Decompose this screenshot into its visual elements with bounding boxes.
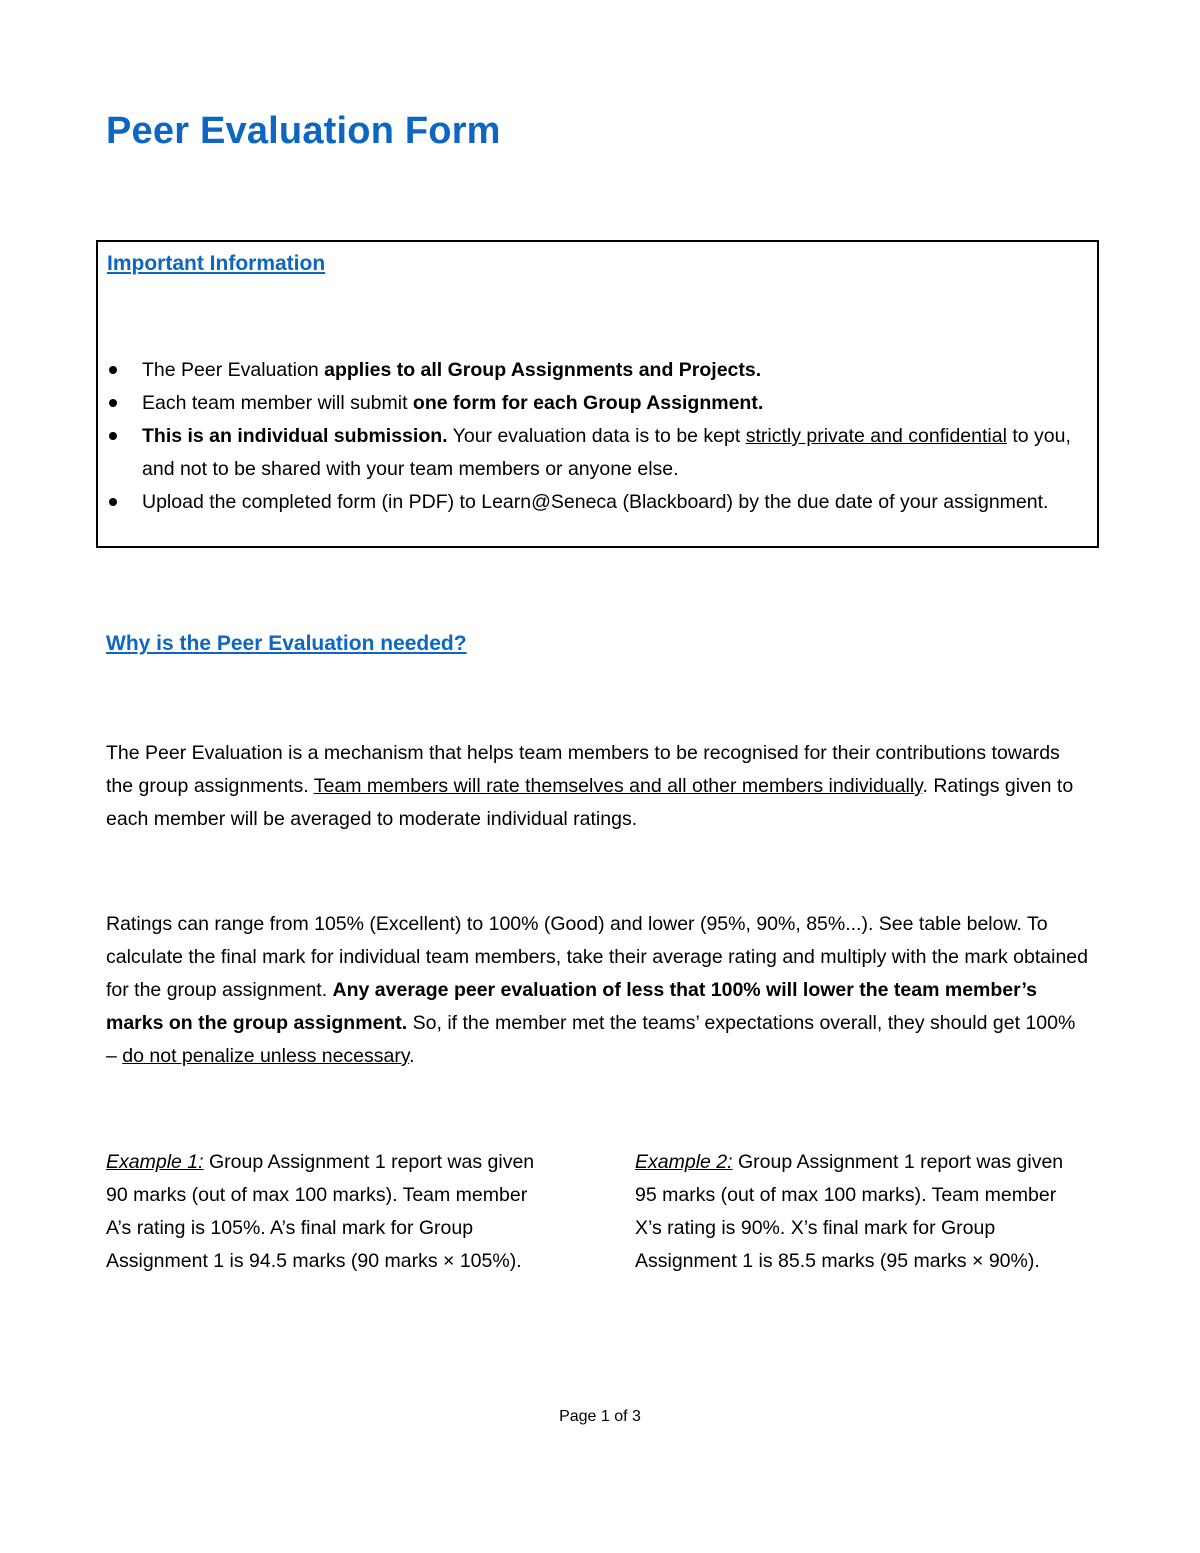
page-footer: Page 1 of 3 <box>559 1408 641 1425</box>
important-information-box <box>96 240 1099 548</box>
example-2 <box>635 1146 1085 1278</box>
bullet-emphasis: one form for each Group Assignment. <box>412 392 764 414</box>
bullet-item <box>107 354 1092 387</box>
example-label: Example 1: <box>106 1151 204 1173</box>
para-bold: Any average peer evaluation of less that 100% will lower the team member’s marks on the group assignment. <box>106 979 1037 1034</box>
bullet-item <box>107 486 1092 519</box>
why-paragraph-2 <box>106 908 1091 1073</box>
important-bullet-list <box>107 354 1092 519</box>
bullet-text: The Peer Evaluation <box>142 359 325 381</box>
bullet-text: Each team member will submit <box>142 392 413 414</box>
para-underline: do not penalize unless necessary <box>122 1045 410 1067</box>
bullet-text: Upload the completed form (in PDF) to Learn@Seneca (Blackboard) by the due date of your assignment. <box>142 491 1049 513</box>
para-text-end: . Ratings given to each member will be averaged to moderate individual ratings. <box>106 775 1074 830</box>
bullet-item <box>107 387 1092 420</box>
bullet-text-end: to you, and not to be shared with your team members or anyone else. <box>142 425 1071 480</box>
para-text: Ratings can range from 105% (Excellent) to 100% (Good) and lower (95%, 90%, 85%...). See table below. To calculate the final mark for individual team members, take their average rating and multiply with the mark obtained for the group assignment. <box>106 913 1088 1001</box>
bullet-dot-icon <box>109 498 117 506</box>
bullet-emphasis: applies to all Group Assignments and Projects. <box>324 359 762 381</box>
why-heading: Why is the Peer Evaluation needed? <box>106 632 467 655</box>
bullet-dot-icon <box>109 399 117 407</box>
example-label: Example 2: <box>635 1151 733 1173</box>
bullet-dot-icon <box>109 366 117 374</box>
bullet-underline: strictly private and confidential <box>745 425 1007 447</box>
bullet-item <box>107 420 1092 486</box>
example-1 <box>106 1146 556 1278</box>
para-text-mid: So, if the member met the teams’ expectations overall, they should get 100% – <box>106 1012 1076 1067</box>
why-paragraph-1 <box>106 737 1091 836</box>
page-title: Peer Evaluation Form <box>106 110 501 152</box>
bullet-dot-icon <box>109 432 117 440</box>
bullet-emphasis: This is an individual submission. <box>142 425 448 447</box>
para-underline: Team members will rate themselves and all other members individually <box>313 775 923 797</box>
para-text-end: . <box>409 1045 415 1067</box>
example-text: Group Assignment 1 report was given 90 marks (out of max 100 marks). Team member A’s rating is 105%. A’s final mark for Group Assignment 1 is 94.5 marks (90 marks × 105%). <box>106 1151 535 1272</box>
bullet-text: Your evaluation data is to be kept <box>447 425 746 447</box>
para-text: The Peer Evaluation is a mechanism that helps team members to be recognised for their contributions towards the group assignments. <box>106 742 1060 797</box>
important-information-heading: Important Information <box>107 252 326 275</box>
example-text: Group Assignment 1 report was given 95 marks (out of max 100 marks). Team member X’s rating is 90%. X’s final mark for Group Assignment 1 is 85.5 marks (95 marks × 90%). <box>635 1151 1064 1272</box>
